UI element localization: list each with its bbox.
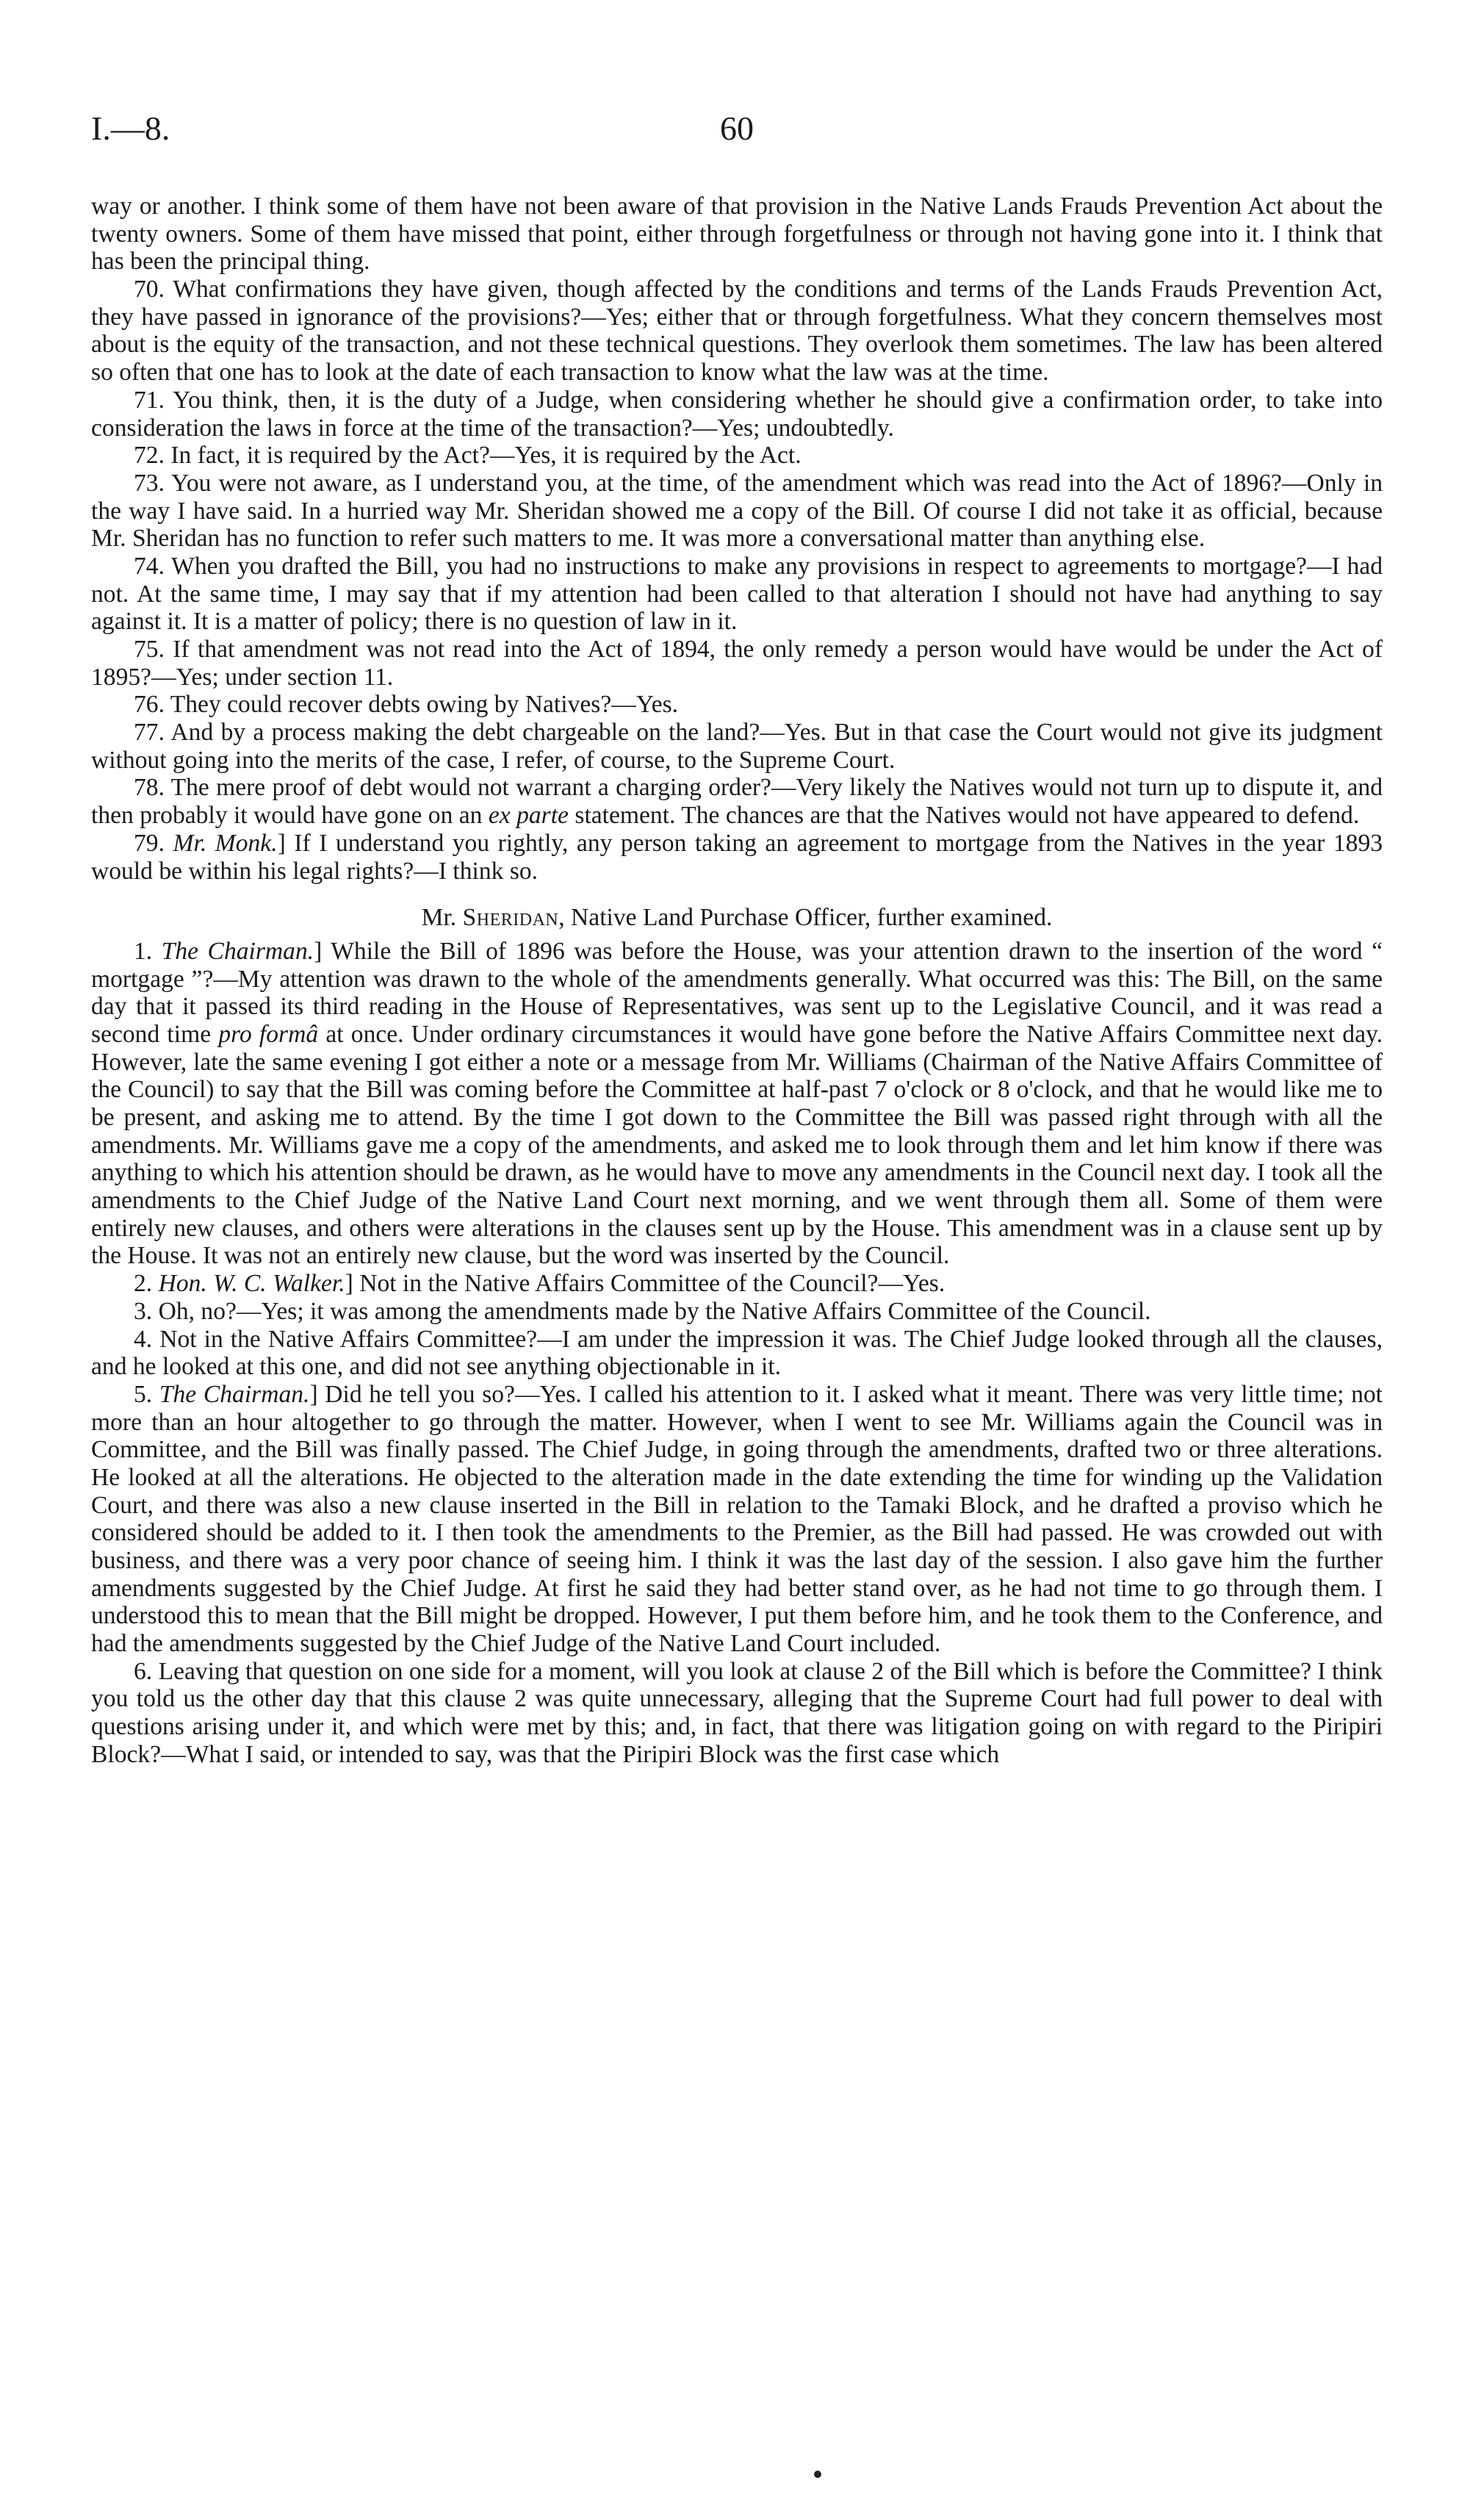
question-70: 70. What confirmations they have given, though affected by the conditions and terms of the Lands Frauds Prevention Act, they have passed in ignorance of the provisions?—Yes; either that or through forgetfulness. What they concern themselves most about is the equity of the transaction, and not these technical questions. They overlook them sometimes. The law has been altered so often that one has to look at the date of each transaction to know what the law was at the time.	[91, 276, 1383, 387]
sheridan-q5-speaker: The Chairman.	[159, 1380, 310, 1408]
question-79-text: If I understand you rightly, any person taking an agreement to mortgage from the Natives in the year 1893 would be within his legal rights?—I think so.	[91, 829, 1383, 885]
sheridan-q5-text: Did he tell you so?—Yes. I called his attention to it. I asked what it meant. There was very little time; not more than an hour altogether to go through the matter. However, when I went to see Mr. Williams again the Council was in Committee, and the Bill was finally passed. The Chief Judge, in going through the amendments, drafted two or three alterations. He looked at all the alterations. He objected to the alteration made in the date extending the time for winding up the Validation Court, and there was also a new clause inserted in the Bill in relation to the Tamaki Block, and he drafted a proviso which he considered should be added to it. I then took the amendments to the Premier, as the Bill had passed. He was crowded out with business, and there was a very poor chance of seeing him. I think it was the last day of the session. I also gave him the further amendments suggested by the Chief Judge. At first he said they had better stand over, as he had not time to go through them. I understood this to mean that the Bill might be dropped. However, I put them before him, and he took them to the Conference, and had the amendments suggested by the Chief Judge of the Native Land Court included.	[91, 1380, 1383, 1658]
section-heading-suffix: , Native Land Purchase Officer, further examined.	[558, 904, 1053, 932]
question-76: 76. They could recover debts owing by Natives?—Yes.	[134, 691, 679, 719]
sheridan-q1-text-a: While the Bill of 1896 was before the House, was your attention drawn to the insertion of the word “ mortgage ”?—My attention was drawn to the whole of the amendments generally. What occurred was this: The Bill, on the same day that it passed its third reading in the House of Representatives, was sent up to the Legislative Council, and it was read a second time	[91, 937, 1383, 1048]
question-78-italic: ex parte	[488, 802, 569, 830]
sheridan-q1-speaker: The Chairman.	[161, 937, 314, 965]
sheridan-q2-number: 2.	[134, 1270, 153, 1298]
paper-code: I.—8.	[91, 109, 170, 147]
sheridan-q2-text: Not in the Native Affairs Committee of the Council?—Yes.	[359, 1270, 945, 1298]
question-79-speaker: Mr. Monk.	[173, 829, 278, 857]
sheridan-question-6: 6. Leaving that question on one side for a moment, will you look at clause 2 of the Bill which is before the Committee? I think you told us the other day that this clause 2 was quite unnecessary, alleging that the Supreme Court had full power to deal with questions arising under it, and which were met by this; and, in fact, that there was litigation going on with regard to the Piripiri Block?—What I said, or intended to say, was that the Piripiri Block was the first case which	[91, 1657, 1383, 1768]
question-79: 79. Mr. Monk.] If I understand you rightly, any person taking an agreement to mortgage from the Natives in the year 1893 would be within his legal rights?—I think so.	[91, 829, 1383, 885]
sheridan-q2-speaker: Hon. W. C. Walker.	[158, 1270, 345, 1298]
sheridan-q1-text-b: at once. Under ordinary circumstances it would have gone before the Native Affairs Committee next day. However, late the same evening I got either a note or a message from Mr. Williams (Chairman of the Native Affairs Committee of the Council) to say that the Bill was coming before the Committee at half-past 7 o'clock or 8 o'clock, and that he would like me to be present, and asking me to attend. By the time I got down to the Committee the Bill was passed right through with all the amendments. Mr. Williams gave me a copy of the amendments, and asked me to look through them and let him know if there was anything to which his attention should be drawn, as he would have to move any amendments in the Council next day. I took all the amendments to the Chief Judge of the Native Land Court next morning, and we went through them all. Some of them were entirely new clauses, and others were alterations in the clauses sent up by the House. This amendment was in a clause sent up by the House. It was not an entirely new clause, but the word was inserted by the Council.	[91, 1020, 1383, 1270]
page-header	[91, 109, 1393, 160]
question-73: 73. You were not aware, as I understand you, at the time, of the amendment which was read into the Act of 1896?—Only in the way I have said. In a hurried way Mr. Sheridan showed me a copy of the Bill. Of course I did not take it as official, because Mr. Sheridan has no function to refer such matters to me. It was more a conversational matter than anything else.	[91, 469, 1383, 553]
document-body	[91, 193, 1383, 1769]
paragraph-continued: way or another. I think some of them have not been aware of that provision in the Native Lands Frauds Prevention Act about the twenty owners. Some of them have missed that point, either through forgetfulness or through not having gone into it. I think that has been the principal thing.	[91, 193, 1383, 276]
section-heading-name: Sheridan	[462, 904, 559, 932]
question-74: 74. When you drafted the Bill, you had no instructions to make any provisions in respect to agreements to mortgage?—I had not. At the same time, I may say that if my attention had been called to that alteration I should not have had anything to say against it. It is a matter of policy; there is no question of law in it.	[91, 552, 1383, 636]
question-75: 75. If that amendment was not read into the Act of 1894, the only remedy a person would have would be under the Act of 1895?—Yes; under section 11.	[91, 636, 1383, 691]
section-heading-prefix: Mr.	[421, 904, 457, 932]
question-72: 72. In fact, it is required by the Act?—Yes, it is required by the Act.	[134, 442, 802, 470]
sheridan-q1-italic: pro formâ	[218, 1020, 319, 1048]
section-heading	[91, 904, 1383, 932]
sheridan-question-4: 4. Not in the Native Affairs Committee?—I am under the impression it was. The Chief Judge looked through all the clauses, and he looked at this one, and did not see anything objectionable in it.	[91, 1325, 1383, 1381]
page-number: 60	[720, 109, 754, 147]
sheridan-question-2: 2. Hon. W. C. Walker.] Not in the Native Affairs Committee of the Council?—Yes.	[134, 1270, 945, 1298]
sheridan-question-5: 5. The Chairman.] Did he tell you so?—Yes. I called his attention to it. I asked what it meant. There was very little time; not more than an hour altogether to go through the matter. However, when I went to see Mr. Williams again the Council was in Committee, and the Bill was finally passed. The Chief Judge, in going through the amendments, drafted two or three alterations. He looked at all the alterations. He objected to the alteration made in the date extending the time for winding up the Validation Court, and there was also a new clause inserted in the Bill in relation to the Tamaki Block, and he drafted a proviso which he considered should be added to it. I then took the amendments to the Premier, as the Bill had passed. He was crowded out with business, and there was a very poor chance of seeing him. I think it was the last day of the session. I also gave him the further amendments suggested by the Chief Judge. At first he said they had better stand over, as he had not time to go through them. I understood this to mean that the Bill might be dropped. However, I put them before him, and he took them to the Conference, and had the amendments suggested by the Chief Judge of the Native Land Court included.	[91, 1380, 1383, 1658]
question-78-text-a: 78. The mere proof of debt would not warrant a charging order?—Very likely the Natives would not turn up to dispute it, and then probably it would have gone on an	[91, 774, 1383, 830]
footer-mark	[814, 2471, 821, 2478]
sheridan-question-3: 3. Oh, no?—Yes; it was among the amendments made by the Native Affairs Committee of the Council.	[134, 1297, 1151, 1325]
sheridan-q1-number: 1.	[134, 937, 153, 965]
question-78-text-b: statement. The chances are that the Natives would not have appeared to defend.	[574, 802, 1360, 830]
question-71: 71. You think, then, it is the duty of a Judge, when considering whether he should give a confirmation order, to take into consideration the laws in force at the time of the transaction?—Yes; undoubtedly.	[91, 386, 1383, 442]
question-79-number: 79.	[134, 829, 165, 857]
sheridan-q5-number: 5.	[134, 1380, 153, 1408]
question-77: 77. And by a process making the debt chargeable on the land?—Yes. But in that case the Court would not give its judgment without going into the merits of the case, I refer, of course, to the Supreme Court.	[91, 719, 1383, 774]
sheridan-question-1: 1. The Chairman.] While the Bill of 1896 was before the House, was your attention drawn to the insertion of the word “ mortgage ”?—My attention was drawn to the whole of the amendments generally. What occurred was this: The Bill, on the same day that it passed its third reading in the House of Representatives, was sent up to the Legislative Council, and it was read a second time pro formâ at once. Under ordinary circumstances it would have gone before the Native Affairs Committee next day. However, late the same evening I got either a note or a message from Mr. Williams (Chairman of the Native Affairs Committee of the Council) to say that the Bill was coming before the Committee at half-past 7 o'clock or 8 o'clock, and that he would like me to be present, and asking me to attend. By the time I got down to the Committee the Bill was passed right through with all the amendments. Mr. Williams gave me a copy of the amendments, and asked me to look through them and let him know if there was anything to which his attention should be drawn, as he would have to move any amendments in the Council next day. I took all the amendments to the Chief Judge of the Native Land Court next morning, and we went through them all. Some of them were entirely new clauses, and others were alterations in the clauses sent up by the House. This amendment was in a clause sent up by the House. It was not an entirely new clause, but the word was inserted by the Council.	[91, 937, 1383, 1270]
question-78	[91, 774, 1383, 829]
